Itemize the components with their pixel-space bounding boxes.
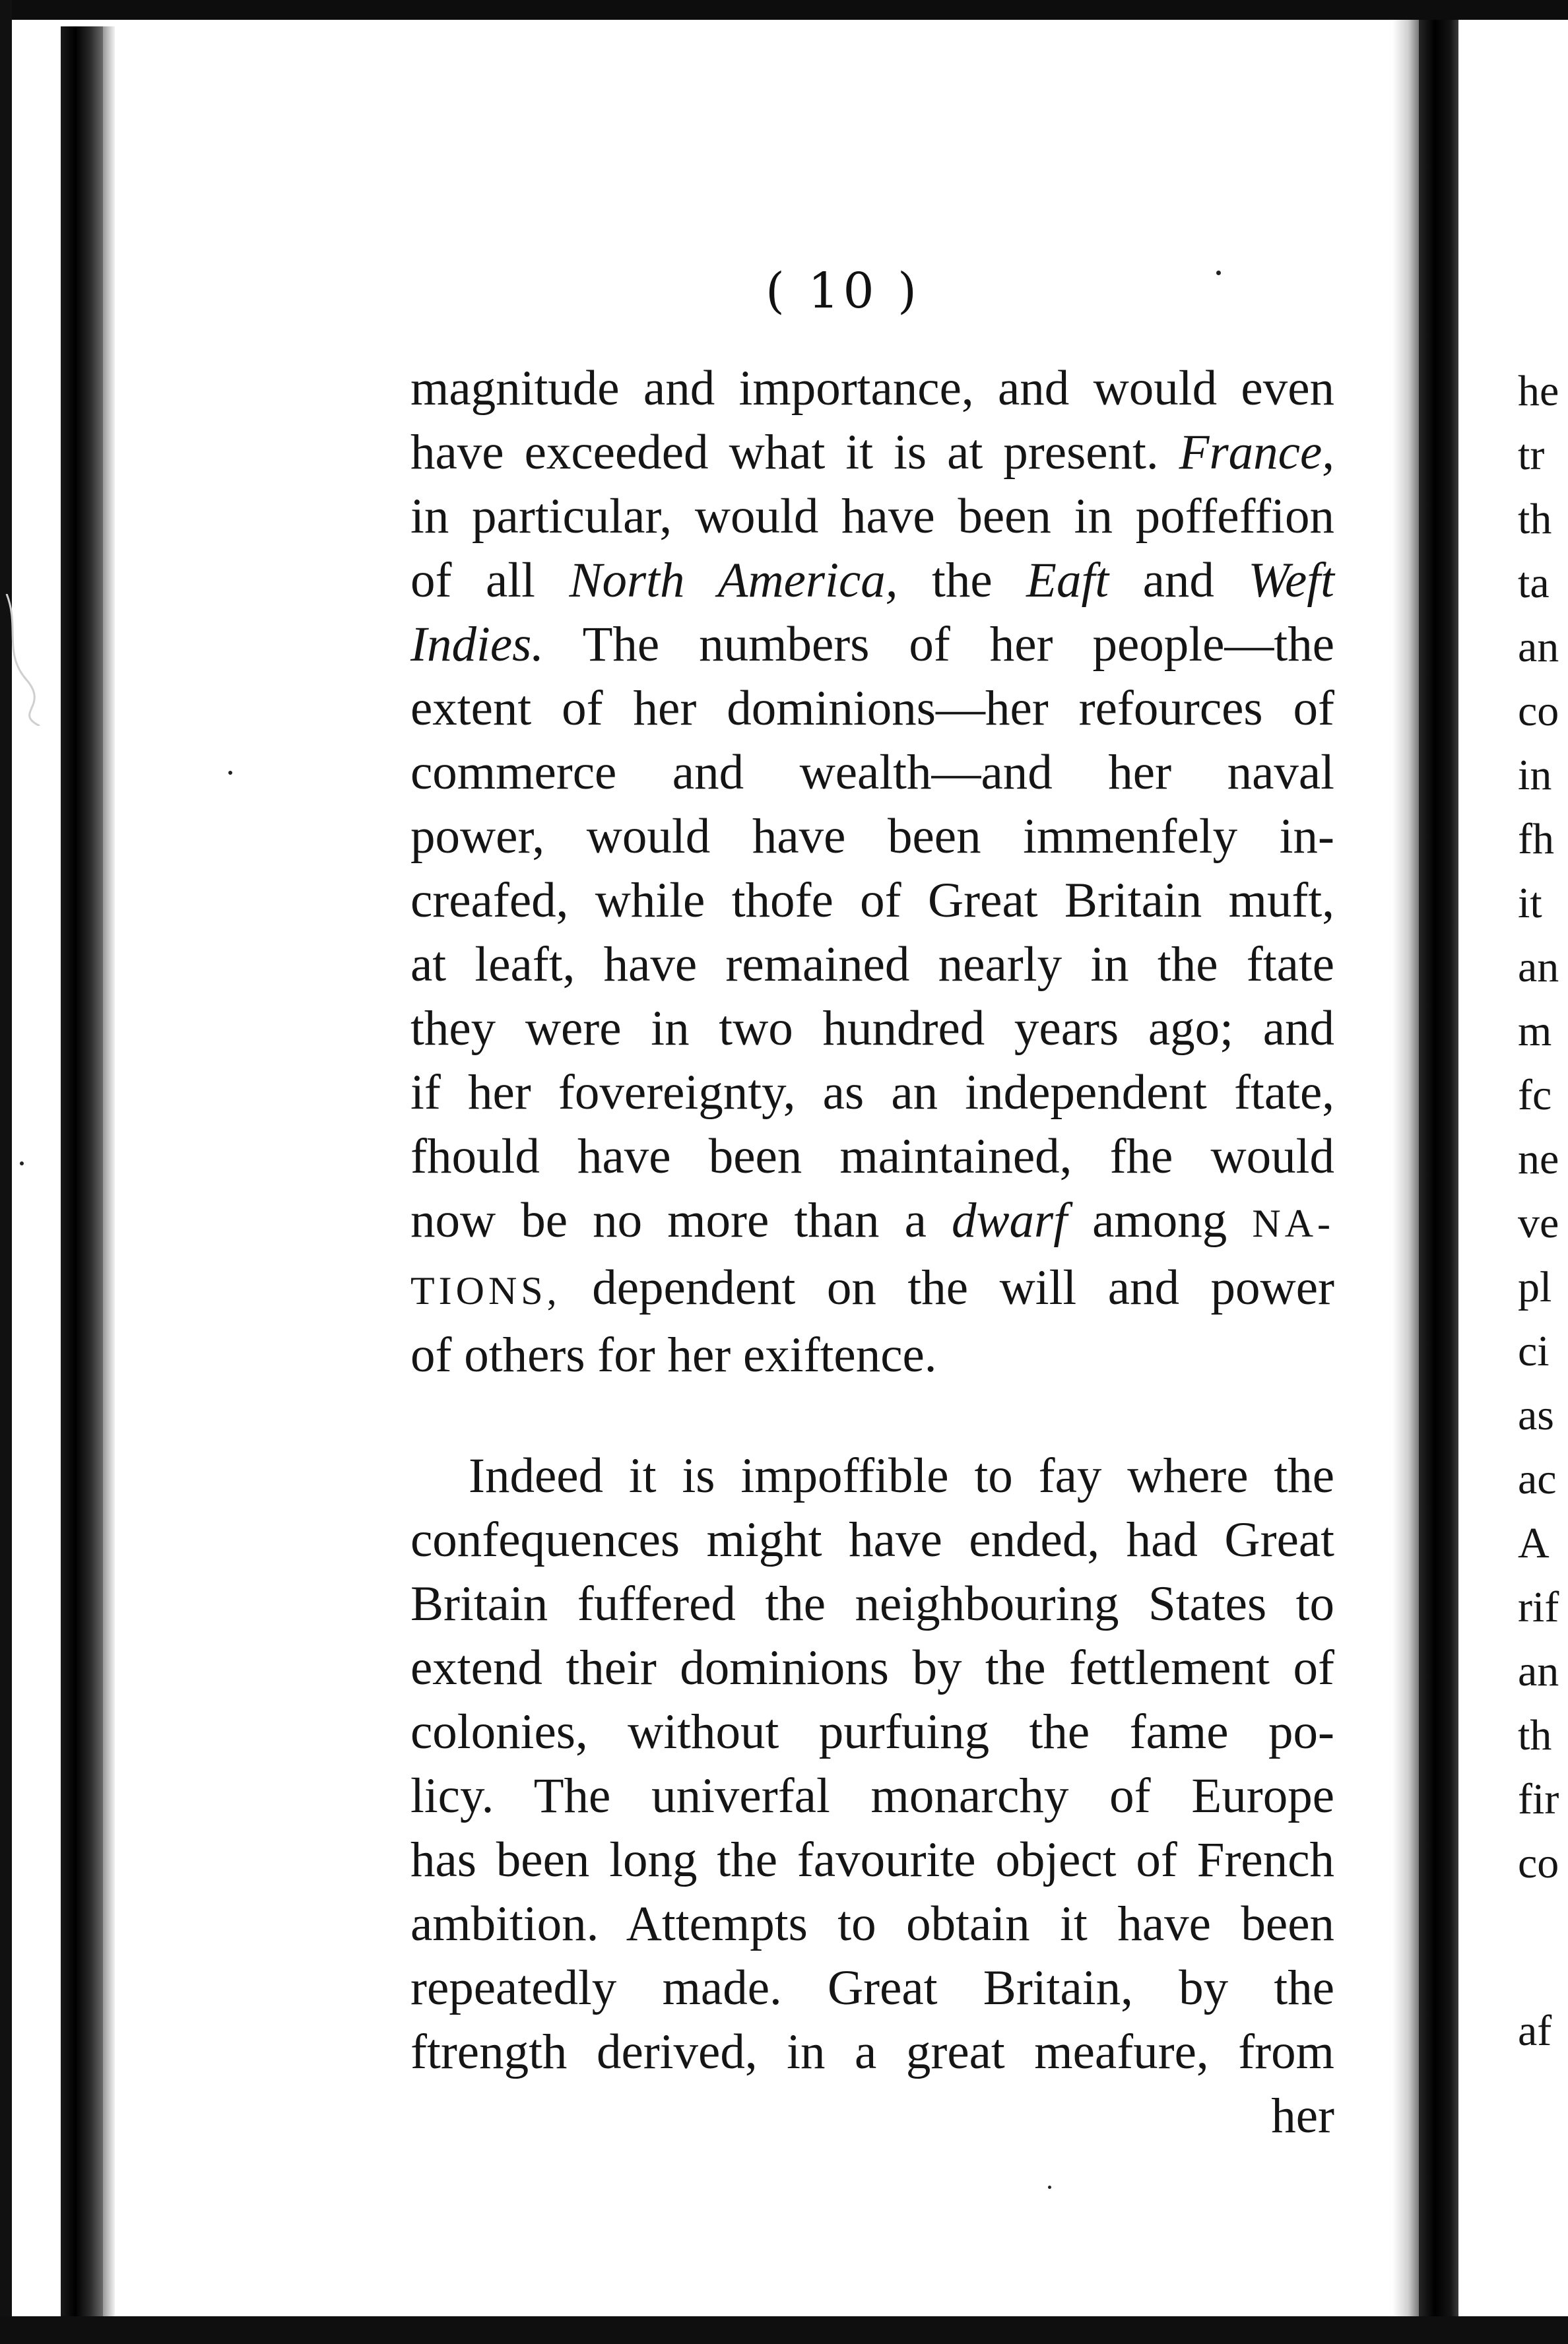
text-line: have exceeded what it is at present. France, bbox=[410, 425, 1334, 480]
right-page-fragment-line: fh bbox=[1518, 815, 1554, 863]
text-line: of all North America, the Eaft and Weft bbox=[410, 553, 1334, 608]
right-page-fragment-line: A bbox=[1518, 1519, 1550, 1567]
text-line: commerce and wealth—and her naval bbox=[410, 745, 1334, 800]
right-page-fragment-line: as bbox=[1518, 1391, 1554, 1439]
text-line: power, would have been immenfely in- bbox=[410, 809, 1334, 864]
text-line: ftrength derived, in a great meafure, from bbox=[410, 2025, 1334, 2079]
right-page-fragment-line: ne bbox=[1518, 1135, 1559, 1183]
ink-speck bbox=[1048, 2186, 1051, 2189]
text-line: extent of her dominions—her refources of bbox=[410, 681, 1334, 736]
right-page-fragment-line: ci bbox=[1518, 1327, 1550, 1375]
text-line: they were in two hundred years ago; and bbox=[410, 1001, 1334, 1056]
text-line: if her fovereignty, as an independent ftate, bbox=[410, 1065, 1334, 1120]
text-line: Britain fuffered the neighbouring States to bbox=[410, 1577, 1334, 1631]
text-line: in particular, would have been in poffeffion bbox=[410, 489, 1334, 544]
ink-speck bbox=[1216, 271, 1221, 275]
right-page-fragment-line: an bbox=[1518, 623, 1559, 671]
right-page-fragment-line: ac bbox=[1518, 1455, 1557, 1503]
scan-bottom-border bbox=[0, 2316, 1568, 2344]
page-number-head: ( 10 ) bbox=[766, 263, 921, 319]
text-line: licy. The univerfal monarchy of Europe bbox=[410, 1769, 1334, 1823]
text-line: TIONS, dependent on the will and power bbox=[410, 1260, 1334, 1315]
left-binding-gradient bbox=[103, 26, 115, 2316]
page-body-text bbox=[410, 356, 1334, 2148]
text-line: fhould have been maintained, fhe would bbox=[410, 1129, 1334, 1184]
text-line: extend their dominions by the fettlement of bbox=[410, 1641, 1334, 1695]
text-line: Indeed it is impoffible to fay where the bbox=[469, 1449, 1334, 1503]
ink-speck bbox=[228, 771, 232, 775]
scan-artifact-scratch bbox=[0, 594, 46, 726]
text-line: creafed, while thofe of Great Britain muft, bbox=[410, 873, 1334, 928]
catchword: her bbox=[1271, 2089, 1334, 2143]
right-page-fragment-line: tr bbox=[1518, 431, 1545, 479]
text-line: Indies. The numbers of her people—the bbox=[410, 617, 1334, 672]
text-line: has been long the favourite object of French bbox=[410, 1833, 1334, 1887]
right-page-fragment-line: in bbox=[1518, 751, 1552, 799]
right-page-fragment-line: it bbox=[1518, 879, 1542, 927]
right-page-fragment-line: fc bbox=[1518, 1071, 1552, 1119]
right-page-fragment bbox=[1458, 20, 1568, 2316]
gutter-shadow bbox=[1392, 20, 1419, 2316]
left-binding-shadow bbox=[61, 26, 103, 2316]
right-page-late-line: af bbox=[1518, 2007, 1552, 2055]
text-line: confequences might have ended, had Great bbox=[410, 1513, 1334, 1567]
right-page-fragment-line: m bbox=[1518, 1007, 1552, 1055]
text-line: of others for her exiftence. bbox=[410, 1328, 937, 1383]
right-page-fragment-line: th bbox=[1518, 495, 1552, 543]
scan-left-border bbox=[0, 0, 12, 2344]
right-page-fragment-line: rif bbox=[1518, 1583, 1559, 1631]
page-divider bbox=[1419, 20, 1458, 2316]
right-page-fragment-line: th bbox=[1518, 1711, 1552, 1759]
scan-top-border bbox=[0, 0, 1568, 20]
text-line: now be no more than a dwarf among NA- bbox=[410, 1193, 1334, 1248]
text-line: colonies, without purfuing the fame po- bbox=[410, 1705, 1334, 1759]
right-page-fragment-line: he bbox=[1518, 367, 1559, 415]
right-page-fragment-line: co bbox=[1518, 1839, 1559, 1887]
text-line: at leaft, have remained nearly in the ftate bbox=[410, 937, 1334, 992]
right-page-fragment-line: ta bbox=[1518, 559, 1550, 607]
ink-speck bbox=[20, 1161, 24, 1165]
paragraph-break bbox=[410, 1387, 1334, 1444]
right-page-fragment-line: fir bbox=[1518, 1775, 1559, 1823]
text-line: magnitude and importance, and would even bbox=[410, 361, 1334, 416]
right-page-text bbox=[1518, 359, 1559, 1895]
right-page-fragment-line: an bbox=[1518, 943, 1559, 991]
right-page-fragment-line: an bbox=[1518, 1647, 1559, 1695]
right-page-fragment-line: co bbox=[1518, 687, 1559, 735]
text-line: repeatedly made. Great Britain, by the bbox=[410, 1961, 1334, 2015]
right-page-fragment-line: pl bbox=[1518, 1263, 1552, 1311]
text-line: ambition. Attempts to obtain it have been bbox=[410, 1897, 1334, 1951]
right-page-fragment-line: ve bbox=[1518, 1199, 1559, 1247]
